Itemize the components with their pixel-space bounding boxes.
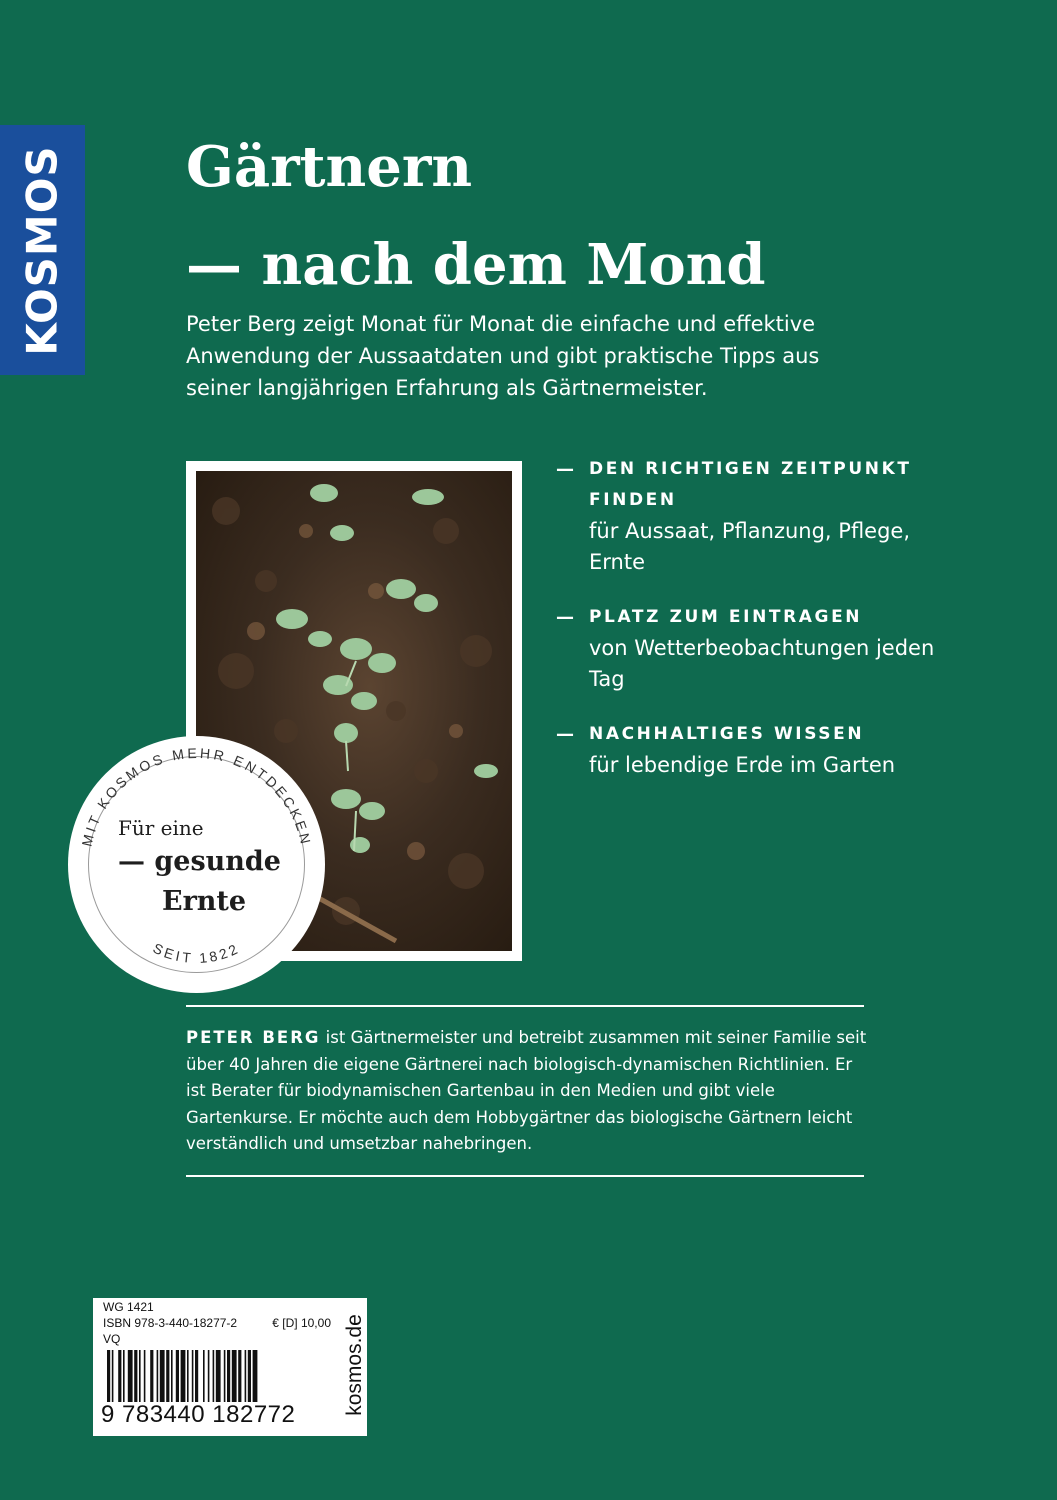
barcode-bar bbox=[203, 1350, 205, 1402]
author-bio bbox=[186, 1025, 876, 1158]
publisher-spine-tab bbox=[0, 125, 85, 375]
title-line-2: — nach dem Mond bbox=[186, 232, 766, 298]
svg-text:SEIT 1822 bbox=[151, 940, 243, 966]
badge-arc-top: MIT KOSMOS MEHR ENTDECKEN bbox=[78, 744, 315, 848]
feature-heading: PLATZ ZUM EINTRAGEN bbox=[589, 607, 863, 627]
barcode-bar bbox=[187, 1350, 189, 1402]
publisher-logo-text: KOSMOS bbox=[18, 144, 67, 356]
barcode-bar bbox=[208, 1350, 210, 1402]
price: € [D] 10,00 bbox=[272, 1316, 331, 1330]
barcode-bar bbox=[176, 1350, 179, 1402]
barcode-bar bbox=[128, 1350, 133, 1402]
barcode-digits: 9 783440 182772 bbox=[101, 1401, 296, 1428]
feature-list bbox=[556, 454, 956, 805]
feature-heading: DEN RICHTIGEN ZEITPUNKT FINDEN bbox=[589, 459, 912, 510]
author-bio-text: ist Gärtnermeister und betreibt zusammen mit seiner Familie seit über 40 Jahren die eigene Gärtnerei nach biologisch-dynamischen Richtlinien. Er ist Berater für biodynamischen Gartenbau in den Medien und gibt viele Gartenkurse. Er möchte auch dem Hobbygärtner das biologische Gärtnern leicht verständlich und umsetzbar nahebringen. bbox=[186, 1028, 867, 1153]
divider-bottom bbox=[186, 1175, 864, 1177]
feature-item bbox=[556, 454, 956, 578]
book-title bbox=[186, 118, 766, 314]
feature-heading: NACHHALTIGES WISSEN bbox=[589, 724, 865, 744]
barcode-bar bbox=[232, 1350, 237, 1402]
warengruppe: WG 1421 bbox=[103, 1300, 154, 1314]
barcode-bar bbox=[144, 1350, 146, 1402]
barcode-label bbox=[93, 1298, 343, 1436]
badge-line-1: Für eine bbox=[118, 816, 204, 840]
feature-dash: — bbox=[556, 724, 574, 745]
barcode-bar bbox=[253, 1350, 258, 1402]
barcode-bar bbox=[118, 1350, 121, 1402]
barcode-bars bbox=[107, 1350, 337, 1402]
feature-item bbox=[556, 719, 956, 781]
barcode-bar bbox=[139, 1350, 141, 1402]
barcode-bar bbox=[171, 1350, 173, 1402]
barcode-bar bbox=[213, 1350, 215, 1402]
badge-arc-bottom: SEIT 1822 bbox=[150, 939, 243, 966]
feature-dash: — bbox=[556, 459, 574, 480]
barcode-bar bbox=[192, 1350, 194, 1402]
barcode-bar bbox=[238, 1350, 241, 1402]
barcode-bar bbox=[107, 1350, 110, 1402]
barcode-bar bbox=[157, 1350, 159, 1402]
badge-claim bbox=[118, 814, 281, 922]
barcode-bar bbox=[245, 1350, 247, 1402]
barcode-bar bbox=[160, 1350, 165, 1402]
barcode-bar bbox=[195, 1350, 198, 1402]
isbn: ISBN 978-3-440-18277-2 bbox=[103, 1316, 238, 1330]
barcode-bar bbox=[227, 1350, 230, 1402]
barcode-bar bbox=[181, 1350, 186, 1402]
barcode-bar bbox=[216, 1350, 221, 1402]
badge-line-2: — gesunde bbox=[118, 846, 281, 877]
barcode-bar bbox=[112, 1350, 114, 1402]
feature-dash: — bbox=[556, 607, 574, 628]
website-url: kosmos.de bbox=[343, 1314, 366, 1416]
title-line-1: Gärtnern bbox=[186, 134, 473, 200]
kosmos-seal-badge bbox=[68, 736, 325, 993]
barcode-bar bbox=[150, 1350, 153, 1402]
author-name: PETER BERG bbox=[186, 1028, 321, 1047]
barcode-bar bbox=[166, 1350, 169, 1402]
vq-code: VQ bbox=[103, 1332, 121, 1346]
website-strip bbox=[343, 1298, 367, 1436]
badge-line-3: Ernte bbox=[162, 886, 247, 917]
barcode-bar bbox=[248, 1350, 251, 1402]
feature-text: für lebendige Erde im Garten bbox=[589, 753, 896, 777]
feature-text: von Wetterbeobachtungen jeden Tag bbox=[589, 636, 935, 691]
feature-item bbox=[556, 602, 956, 695]
feature-text: für Aussaat, Pflanzung, Pflege, Ernte bbox=[589, 519, 911, 574]
intro-paragraph: Peter Berg zeigt Monat für Monat die einfache und effektive Anwendung der Aussaatdaten und gibt praktische Tipps aus seiner langjährigen Erfahrung als Gärtnermeister. bbox=[186, 312, 820, 400]
barcode-bar bbox=[224, 1350, 226, 1402]
barcode-bar bbox=[123, 1350, 125, 1402]
divider-top bbox=[186, 1005, 864, 1007]
barcode-bar bbox=[134, 1350, 137, 1402]
